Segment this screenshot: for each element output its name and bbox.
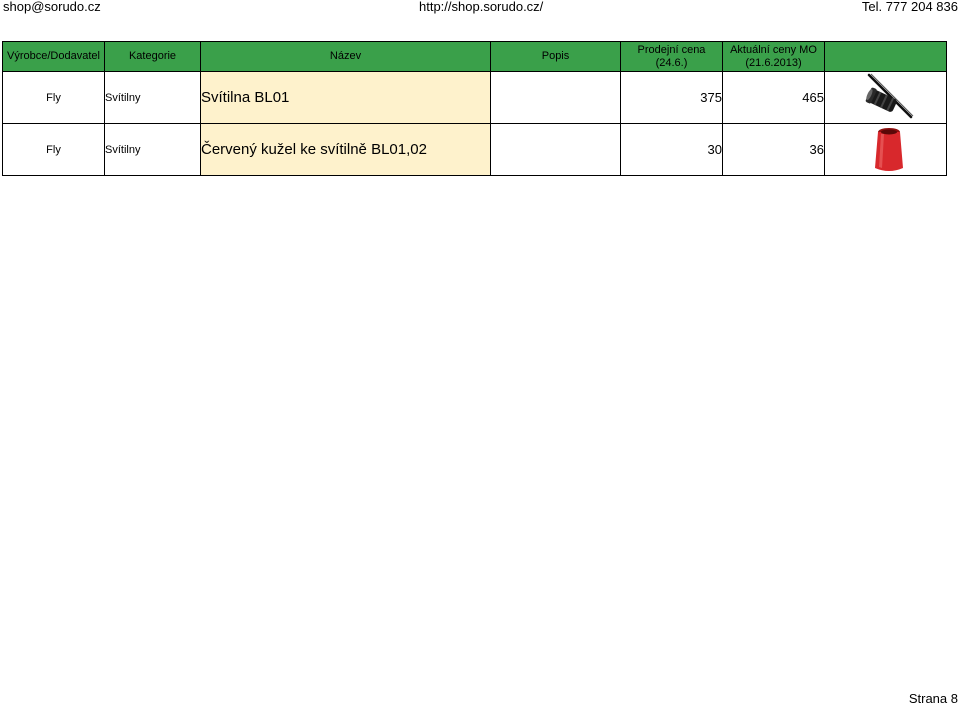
aktualni-ceny-label: Aktuální ceny MO: [730, 43, 817, 56]
cell-prodejni-cena: 30: [621, 124, 723, 176]
cell-nazev: Svítilna BL01: [201, 72, 491, 124]
cell-vyrobce: Fly: [3, 72, 105, 124]
red-cone-icon: [869, 126, 909, 174]
page-number: Strana 8: [908, 691, 958, 706]
cell-vyrobce: Fly: [3, 124, 105, 176]
cell-prodejni-cena: 375: [621, 72, 723, 124]
cell-popis: [491, 124, 621, 176]
table-row: [3, 72, 947, 124]
column-header-aktualni-ceny: [723, 42, 825, 72]
price-table: [2, 41, 947, 176]
table-row: [3, 124, 947, 176]
aktualni-ceny-date: (21.6.2013): [745, 56, 802, 69]
page-header: [0, 0, 960, 16]
shop-email[interactable]: shop@sorudo.cz: [3, 0, 101, 14]
cell-popis: [491, 72, 621, 124]
table-header-row: [3, 42, 947, 72]
column-header-popis: Popis: [491, 42, 621, 72]
column-header-vyrobce: Výrobce/Dodavatel: [3, 42, 105, 72]
cell-aktualni-cena: 36: [723, 124, 825, 176]
shop-phone: Tel. 777 204 836: [861, 0, 958, 14]
prodejni-cena-label: Prodejní cena: [637, 43, 706, 56]
shop-url[interactable]: http://shop.sorudo.cz/: [419, 0, 544, 14]
cell-kategorie: Svítilny: [105, 124, 201, 176]
cell-product-image: [825, 72, 947, 124]
cell-product-image: [825, 124, 947, 176]
prodejni-cena-date: (24.6.): [655, 56, 688, 69]
flashlight-with-rod-icon: [861, 73, 921, 123]
cell-nazev: Červený kužel ke svítilně BL01,02: [201, 124, 491, 176]
column-header-nazev: Název: [201, 42, 491, 72]
column-header-prodejni-cena: [621, 42, 723, 72]
column-header-image: [825, 42, 947, 72]
cell-kategorie: Svítilny: [105, 72, 201, 124]
column-header-kategorie: Kategorie: [105, 42, 201, 72]
cell-aktualni-cena: 465: [723, 72, 825, 124]
